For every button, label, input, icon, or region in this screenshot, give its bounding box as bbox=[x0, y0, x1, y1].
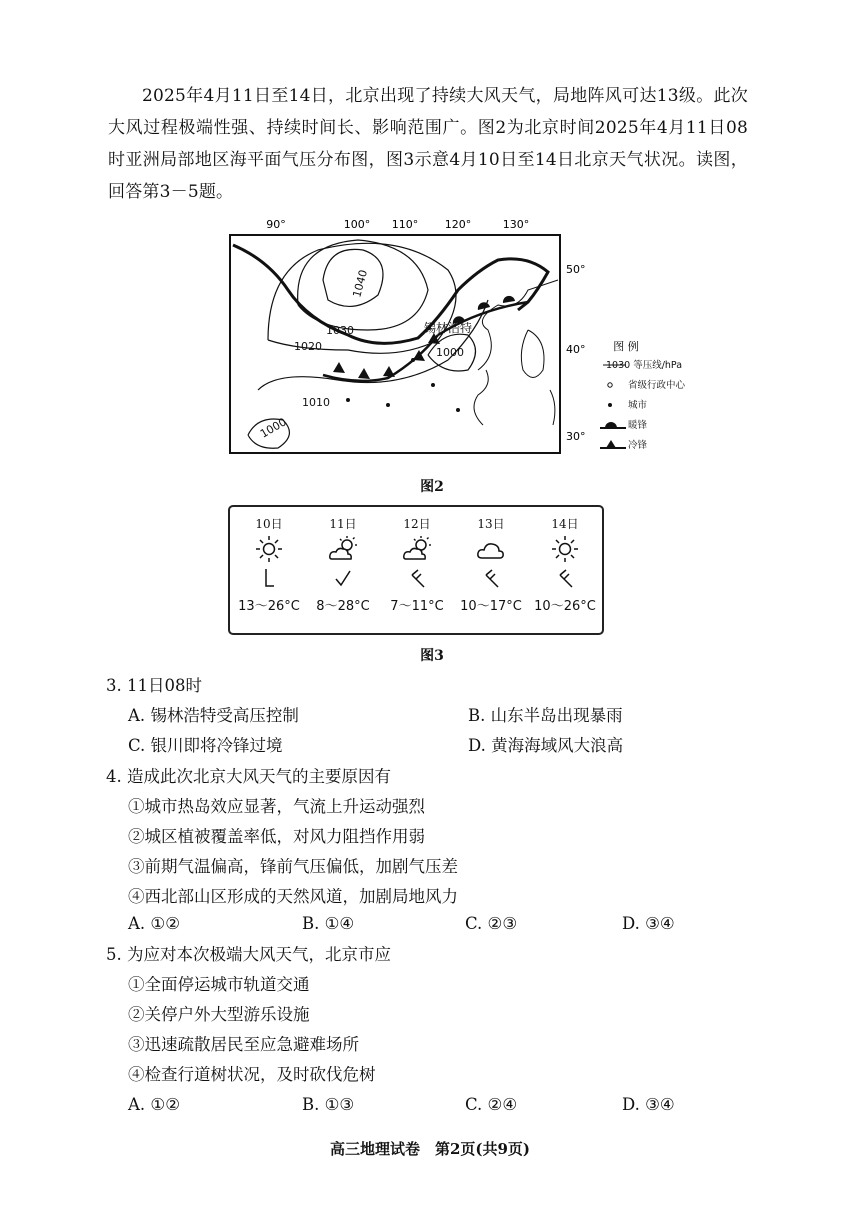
lon-label: 110° bbox=[391, 218, 419, 231]
pressure-map bbox=[228, 210, 686, 470]
weather-temp: 7～11°C bbox=[390, 599, 444, 614]
weather-date: 11日 bbox=[329, 517, 357, 531]
legend-cold-front: 冷锋 bbox=[628, 440, 648, 451]
question-5-stem: 5. 为应对本次极端大风天气，北京市应 bbox=[106, 945, 391, 964]
wind-3-icon bbox=[480, 567, 502, 589]
city-dot bbox=[431, 383, 435, 387]
lon-label: 90° bbox=[266, 218, 286, 231]
legend-warm-front: 暖锋 bbox=[628, 420, 648, 431]
isobar-label: 1000 bbox=[258, 415, 289, 441]
q5-option-c[interactable]: C. ②④ bbox=[465, 1095, 518, 1114]
q4-option-a[interactable]: A. ①② bbox=[128, 914, 180, 933]
legend-title: 图 例 bbox=[613, 340, 639, 353]
lon-label: 120° bbox=[444, 218, 472, 231]
isobar-label: 1020 bbox=[294, 340, 322, 353]
q5-statement: ③迅速疏散居民至应急避难场所 bbox=[128, 1035, 359, 1054]
lon-label: 100° bbox=[343, 218, 371, 231]
q4-statement: ②城区植被覆盖率低，对风力阻挡作用弱 bbox=[128, 827, 425, 846]
intro-paragraph: 2025年4月11日至14日，北京出现了持续大风天气，局地阵风可达13级。此次大风过程极端性强、持续时间长、影响范围广。图2为北京时间2025年4月11日08时亚洲局部地区海平面气压分布图，图3示意4月10日至14日北京天气状况。读图，回答第3－5题。 bbox=[108, 86, 748, 202]
weather-temp: 13～26°C bbox=[238, 599, 300, 614]
weather-day bbox=[234, 515, 304, 614]
lat-label: 30° bbox=[566, 430, 586, 443]
q5-option-b[interactable]: B. ①③ bbox=[302, 1095, 355, 1114]
isobar-label: 1040 bbox=[350, 268, 371, 299]
q4-option-c[interactable]: C. ②③ bbox=[465, 914, 518, 933]
weather-date: 13日 bbox=[477, 517, 505, 531]
question-3-stem: 3. 11日08时 bbox=[106, 676, 202, 695]
map-legend bbox=[600, 339, 686, 451]
lon-label: 130° bbox=[502, 218, 530, 231]
q5-statement: ①全面停运城市轨道交通 bbox=[128, 975, 310, 994]
q4-statement: ③前期气温偏高，锋前气压偏低，加剧气压差 bbox=[128, 857, 458, 876]
weather-date: 12日 bbox=[403, 517, 431, 531]
weather-day bbox=[456, 515, 526, 614]
q4-statement: ④西北部山区形成的天然风道，加剧局地风力 bbox=[128, 887, 458, 906]
city-dot bbox=[386, 403, 390, 407]
cloudy-icon bbox=[476, 535, 506, 563]
q5-statement: ②关停户外大型游乐设施 bbox=[128, 1005, 310, 1024]
legend-isobar: 1030 等压线/hPa bbox=[606, 360, 683, 371]
weather-forecast bbox=[228, 505, 604, 635]
figure3-caption: 图3 bbox=[420, 648, 444, 664]
q4-statement: ①城市热岛效应显著，气流上升运动强烈 bbox=[128, 797, 425, 816]
q3-option-d[interactable]: D. 黄海海域风大浪高 bbox=[468, 736, 624, 755]
lat-label: 50° bbox=[566, 263, 586, 276]
weather-temp: 8～28°C bbox=[316, 599, 370, 614]
page-footer: 高三地理试卷 第2页(共9页) bbox=[329, 1140, 531, 1158]
figure2-caption: 图2 bbox=[420, 479, 444, 495]
q5-option-d[interactable]: D. ③④ bbox=[622, 1095, 675, 1114]
q3-option-a[interactable]: A. 锡林浩特受高压控制 bbox=[128, 706, 299, 725]
wind-1-icon bbox=[258, 567, 280, 589]
q4-option-d[interactable]: D. ③④ bbox=[622, 914, 675, 933]
lat-label: 40° bbox=[566, 343, 586, 356]
q4-option-b[interactable]: B. ①④ bbox=[302, 914, 355, 933]
legend-city: 城市 bbox=[628, 400, 648, 411]
isobar-label: 1030 bbox=[326, 324, 354, 337]
partly-cloudy-icon bbox=[328, 535, 358, 563]
weather-day bbox=[308, 515, 378, 614]
legend-province-center: 省级行政中心 bbox=[628, 380, 686, 391]
wind-2-icon bbox=[332, 567, 354, 589]
wind-3-icon bbox=[554, 567, 576, 589]
weather-day bbox=[382, 515, 452, 614]
city-dot bbox=[456, 408, 460, 412]
city-dot bbox=[346, 398, 350, 402]
partly-cloudy-icon bbox=[402, 535, 432, 563]
weather-date: 10日 bbox=[255, 517, 283, 531]
isobar-label: 1000 bbox=[436, 346, 464, 359]
weather-temp: 10～26°C bbox=[534, 599, 596, 614]
q3-option-c[interactable]: C. 银川即将冷锋过境 bbox=[128, 736, 283, 755]
sunny-icon bbox=[551, 535, 579, 563]
q5-option-a[interactable]: A. ①② bbox=[128, 1095, 180, 1114]
weather-day bbox=[530, 515, 600, 614]
xilinhot-label: 锡林浩特 bbox=[424, 321, 473, 335]
city-dot bbox=[411, 358, 415, 362]
weather-date: 14日 bbox=[551, 517, 579, 531]
q3-option-b[interactable]: B. 山东半岛出现暴雨 bbox=[468, 706, 623, 725]
question-4-stem: 4. 造成此次北京大风天气的主要原因有 bbox=[106, 767, 391, 786]
isobar-label: 1010 bbox=[302, 396, 330, 409]
sunny-icon bbox=[255, 535, 283, 563]
weather-temp: 10～17°C bbox=[460, 599, 522, 614]
wind-3-icon bbox=[406, 567, 428, 589]
q5-statement: ④检查行道树状况，及时砍伐危树 bbox=[128, 1065, 376, 1084]
